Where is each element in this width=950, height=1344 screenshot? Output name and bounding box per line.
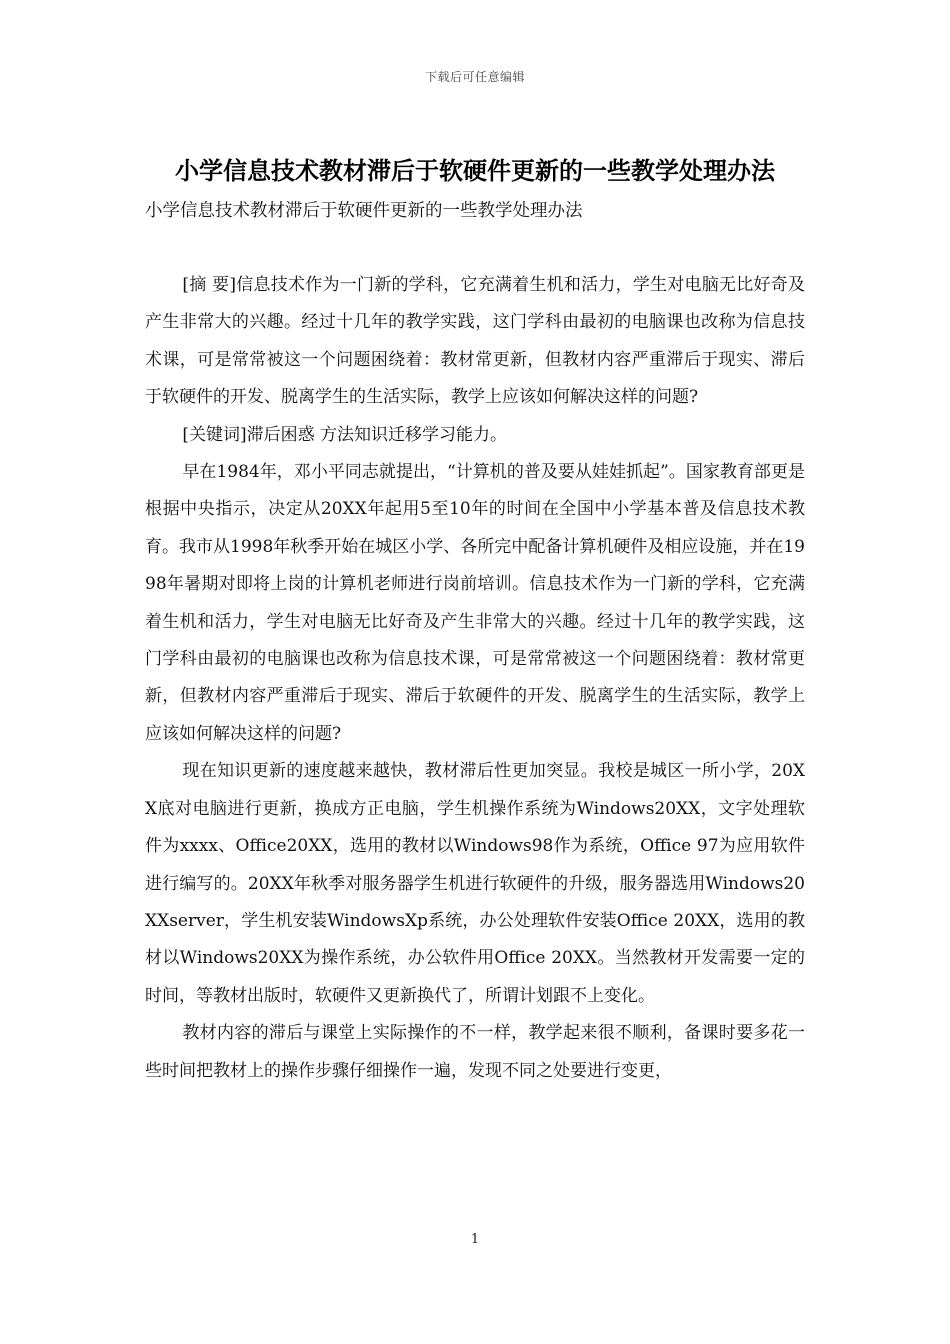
page-number: 1 (470, 1232, 480, 1247)
document-body (145, 267, 805, 1090)
body-paragraph: 现在知识更新的速度越来越快，教材滞后性更加突显。我校是城区一所小学，20XX底对电脑进行更新，换成方正电脑，学生机操作系统为Windows20XX，文字处理软件为xxxx、Office20XX，选用的教材以Windows98作为系统，Office 97为应用软件进行编写的。20XX年秋季对服务器学生机进行软硬件的升级，服务器选用Windows20XXserver，学生机安装WindowsXp系统，办公处理软件安装Office 20XX，选用的教材以Windows20XX为操作系统，办公软件用Office 20XX。当然教材开发需要一定的时间，等教材出版时，软硬件又更新换代了，所谓计划跟不上变化。 (145, 761, 805, 1006)
document-subtitle: 小学信息技术教材滞后于软硬件更新的一些教学处理办法 (145, 201, 583, 221)
keywords-paragraph: [关键词]滞后困惑 方法知识迁移学习能力。 (182, 424, 508, 445)
document-title: 小学信息技术教材滞后于软硬件更新的一些教学处理办法 (175, 156, 775, 185)
header-note: 下载后可任意编辑 (424, 70, 525, 84)
abstract-paragraph: [摘 要]信息技术作为一门新的学科，它充满着生机和活力，学生对电脑无比好奇及产生非常大的兴趣。经过十几年的教学实践，这门学科由最初的电脑课也改称为信息技术课，可是常常被这一个问题困绕着：教材常更新，但教材内容严重滞后于现实、滞后于软硬件的开发、脱离学生的生活实际，教学上应该如何解决这样的问题? (145, 275, 805, 408)
body-paragraph: 教材内容的滞后与课堂上实际操作的不一样，教学起来很不顺利，备课时要多花一些时间把教材上的操作步骤仔细操作一遍，发现不同之处要进行变更， (145, 1023, 805, 1081)
body-paragraph: 早在1984年，邓小平同志就提出，“计算机的普及要从娃娃抓起”。国家教育部更是根据中央指示，决定从20XX年起用5至10年的时间在全国中小学基本普及信息技术教育。我市从1998年秋季开始在城区小学、各所完中配备计算机硬件及相应设施，并在1998年暑期对即将上岗的计算机老师进行岗前培训。信息技术作为一门新的学科，它充满着生机和活力，学生对电脑无比好奇及产生非常大的兴趣。经过十几年的教学实践，这门学科由最初的电脑课也改称为信息技术课，可是常常被这一个问题困绕着：教材常更新，但教材内容严重滞后于现实、滞后于软硬件的开发、脱离学生的生活实际，教学上应该如何解决这样的问题? (145, 462, 805, 744)
